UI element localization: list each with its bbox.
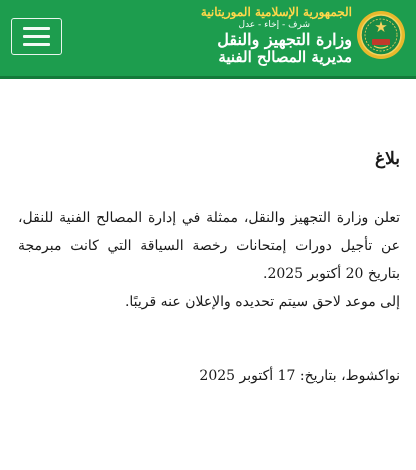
notice-paragraph: إلى موعد لاحق سيتم تحديده والإعلان عنه قريبًا. — [124, 294, 400, 310]
hamburger-menu-icon-bar — [23, 35, 50, 38]
header-titles — [52, 4, 352, 66]
notice-date: نواكشوط، بتاريخ: 17 أكتوبر 2025 — [199, 368, 400, 384]
national-motto: شرف - إخاء - عدل — [238, 20, 310, 30]
notice-title: بلاغ — [374, 149, 400, 169]
notice-paragraph: تعلن وزارة التجهيز والنقل، ممثلة في إدارة المصالح الفنية للنقل، عن تأجيل دورات إمتحانات رخصة السياقة التي كانت مبرمجة بتاريخ 20 أكتوبر 2025. — [18, 210, 400, 282]
republic-name: الجمهورية الإسلامية الموريتانية — [200, 5, 352, 19]
national-seal-icon[interactable] — [356, 10, 406, 60]
site-header — [0, 0, 416, 79]
notice-body — [18, 204, 400, 316]
ministry-name[interactable]: وزارة التجهيز والنقل — [217, 30, 352, 49]
hamburger-menu-icon — [23, 27, 50, 30]
directorate-name: مديرية المصالح الفنية — [218, 48, 352, 66]
hamburger-menu-icon-bar — [23, 43, 50, 46]
